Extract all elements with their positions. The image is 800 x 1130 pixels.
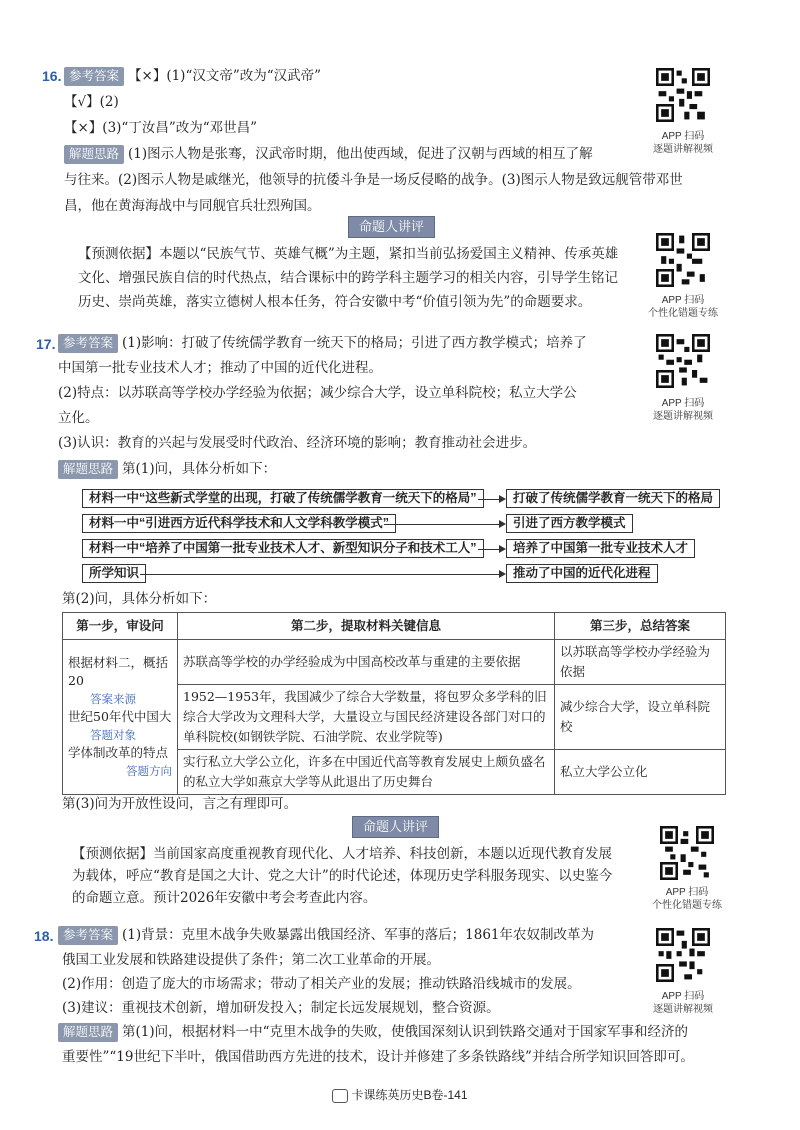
q18-analysis-line1: 解题思路 第(1)问，根据材料一中“克里木战争的失败，使俄国深刻认识到铁路交通对于国家军事和经济的 [58,1022,688,1042]
table-header: 第二步，提取材料关键信息 [178,613,555,640]
analysis-tag: 解题思路 [58,1023,118,1042]
q17-part3: 第(3)问为开放性设问，言之有理即可。 [62,796,298,812]
flow-right-box-2: 引进了西方教学模式 [506,514,633,533]
analysis-tag: 解题思路 [64,145,124,164]
q17-answer-line1: 参考答案 (1)影响：打破了传统儒学教育一统天下的格局；引进了西方教学模式；培养了 [58,333,587,353]
q18-answer-line1: 参考答案 (1)背景：克里木战争失败暴露出俄国经济、军事的落后；1861年农奴制改革为 [58,925,594,945]
q17-part2-intro: 第(2)问，具体分析如下： [62,591,217,607]
qr-caption: APP 扫码 逐题讲解视频 [653,991,713,1015]
qr-caption: APP 扫码 个性化错题专练 [648,295,718,319]
flow-arrow [478,499,504,500]
answer-tag: 参考答案 [58,334,118,353]
review-banner: 命题人讲评 [348,216,435,238]
qr-code-icon[interactable] [656,928,710,982]
answer-tag: 参考答案 [64,67,124,86]
q18-answer-line3: (2)作用：创造了庞大的市场需求；带动了相关产业的发展；推动铁路沿线城市的发展。 [62,976,581,992]
q16-review-line2: 文化、增强民族自信的时代热点，结合课标中的跨学科主题学习的相关内容，引导学生铭记 [78,270,618,286]
table-cell: 私立大学公立化 [555,750,726,795]
q16-answer-line2: 【√】(2) [64,94,119,110]
flow-arrow [140,574,504,575]
flow-right-box-1: 打破了传统儒学教育一统天下的格局 [506,489,720,508]
q16-analysis-line3: 昌，他在黄海海战中与同舰官兵壮烈殉国。 [64,198,321,214]
q17-review-line1: 【预测依据】当前国家高度重视教育现代化、人才培养、科技创新，本题以近现代教育发展 [72,846,612,862]
table-header: 第一步，审设问 [63,613,178,640]
q17-answer-line5: (3)认识：教育的兴起与发展受时代政治、经济环境的影响；教育推动社会进步。 [58,435,537,451]
q17-analysis-intro: 解题思路 第(1)问，具体分析如下： [58,459,276,479]
review-banner: 命题人讲评 [352,816,439,838]
table-cell: 减少综合大学，设立单科院校 [555,685,726,750]
question-number-18: 18. [34,928,54,944]
qr-caption: APP 扫码 个性化错题专练 [652,887,722,911]
table-cell: 苏联高等学校的办学经验成为中国高校改革与重建的主要依据 [178,640,555,685]
q17-answer-line2: 中国第一批专业技术人才；推动了中国的近代化进程。 [58,360,382,376]
question-number-16: 16. [42,68,62,84]
q16-review-line3: 历史、崇尚英雄，落实立德树人根本任务，符合安徽中考“价值引领为先”的命题要求。 [78,294,592,310]
table-header: 第三步，总结答案 [555,613,726,640]
flow-right-box-4: 推动了中国的近代化进程 [506,564,658,583]
table-row [63,640,726,685]
table-cell: 1952—1953年，我国减少了综合大学数量，将包罗众多学科的旧综合大学改为文理科大学，大量设立与国民经济建设各部门对口的单科院校(如钢铁学院、石油学院、农业学院等) [178,685,555,750]
flow-left-box-3: 材料一中“培养了中国第一批专业技术人才、新型知识分子和技术工人” [82,539,484,558]
q16-analysis-line1: 解题思路 (1)图示人物是张骞，汉武帝时期，他出使西域，促进了汉朝与西域的相互了解 [64,144,593,164]
qr-code-icon[interactable] [656,334,710,388]
flow-left-box-4: 所学知识 [82,564,146,583]
qr-code-icon[interactable] [656,68,710,122]
q16-review-line1: 【预测依据】本题以“民族气节、英雄气概”为主题，紧扣当前弘扬爱国主义精神、传承英雄 [78,246,619,262]
q18-answer-line2: 俄国工业发展和铁路建设提供了条件；第二次工业革命的开展。 [62,952,440,968]
table-first-col: 根据材料二，概括20 答案来源 世纪50年代中国大 答题对象 学体制改革的特点 答题方向 [63,640,178,795]
qr-code-icon[interactable] [660,826,714,880]
q16-answer-line3: 【×】(3)“丁汝昌”改为“邓世昌” [64,120,258,136]
q17-answer-line3: (2)特点：以苏联高等学校办学经验为依据；减少综合大学，设立单科院校；私立大学公 [58,385,577,401]
table-cell: 实行私立大学公立化，许多在中国近代高等教育发展史上颇负盛名的私立大学如燕京大学等从此退出了历史舞台 [178,750,555,795]
q17-review-line3: 的命题立意。预计2026年安徽中考会考查此内容。 [72,890,377,906]
flow-arrow [384,524,504,525]
answer-tag: 参考答案 [58,926,118,945]
footer-logo-icon [332,1089,348,1103]
q17-answer-line4: 立化。 [58,410,99,426]
q17-review-line2: 为载体，呼应“教育是国之大计、党之大计”的时代论述，体现历史学科服务现实、以史鉴今 [72,868,613,884]
question-number-17: 17. [36,336,56,352]
qr-caption: APP 扫码 逐题讲解视频 [653,131,713,155]
flow-left-box-2: 材料一中“引进西方近代科学技术和人文学科教学模式” [82,514,396,533]
analysis-tag: 解题思路 [58,460,118,479]
q16-analysis-line2: 与往来。(2)图示人物是戚继光，他领导的抗倭斗争是一场反侵略的战争。(3)图示人物是致远舰管带邓世 [64,172,683,188]
q18-answer-line4: (3)建议：重视技术创新，增加研发投入；制定长远发展规划，整合资源。 [62,1000,500,1016]
flow-left-box-1: 材料一中“这些新式学堂的出现，打破了传统儒学教育一统天下的格局” [82,489,484,508]
q16-answer-line1: 参考答案 【×】(1)“汉文帝”改为“汉武帝” [64,66,321,86]
qr-code-icon[interactable] [656,233,710,287]
table-cell: 以苏联高等学校办学经验为依据 [555,640,726,685]
q18-analysis-line2: 重要性”“19世纪下半叶，俄国借助西方先进的技术，设计并修建了多条铁路线”并结合所学知识回答即可。 [62,1049,694,1065]
page-footer: 卡课练英历史B卷-141 [0,1086,800,1103]
analysis-table [62,612,726,795]
flow-arrow [478,549,504,550]
flow-right-box-3: 培养了中国第一批专业技术人才 [506,539,695,558]
qr-caption: APP 扫码 逐题讲解视频 [653,398,713,422]
